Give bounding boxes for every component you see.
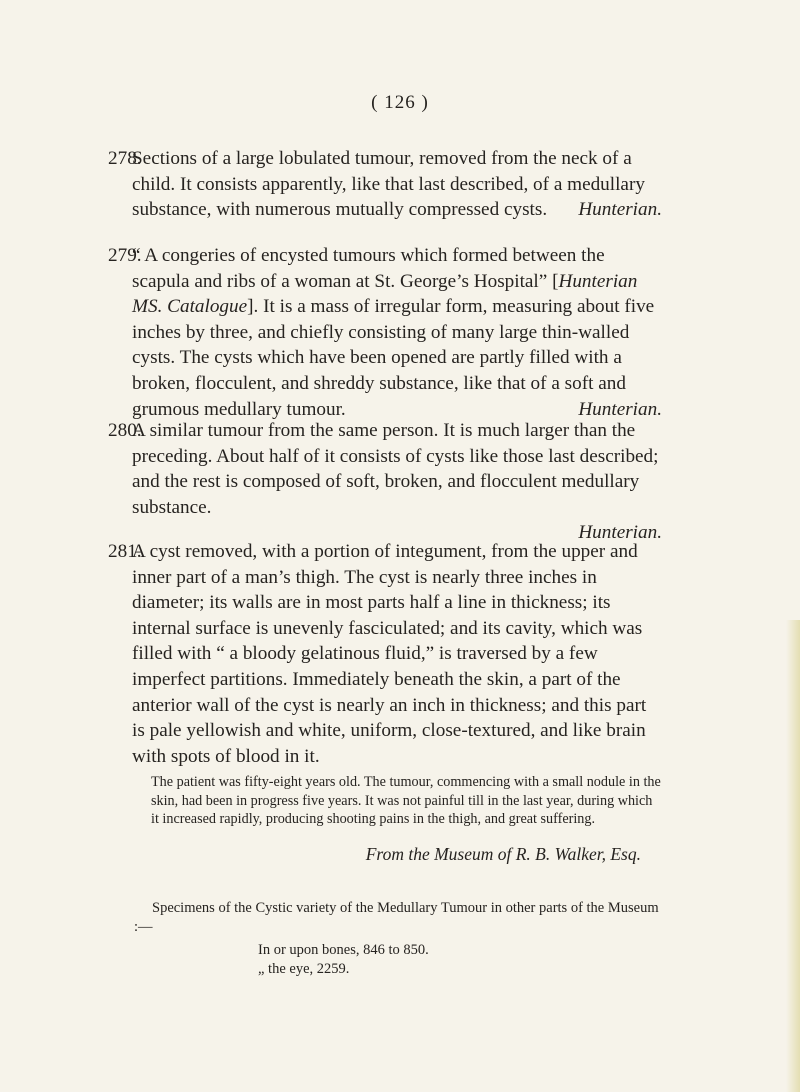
specimen-item: In or upon bones, 846 to 850. (258, 942, 429, 958)
entry-279 (108, 243, 662, 422)
entry-text: Sections of a large lobulated tumour, removed from the neck of a child. It consists apparently, like that last described, of a medullary substance, with numerous mutually compressed cysts. (132, 148, 645, 221)
page-number: ( 126 ) (371, 92, 429, 113)
entry-281 (108, 539, 662, 769)
entry-citation: Hunterian MS. Catalogue (132, 270, 638, 318)
case-note: The patient was fifty-eight years old. The tumour, commencing with a small nodule in the skin, had been in progress five years. It was not painful till in the last year, during which it increased rapidly, producing shooting pains in the thigh, and great suffering. (151, 774, 661, 827)
entry-source: Hunterian. (578, 199, 662, 221)
entry-number: 281. (108, 541, 142, 562)
specimen-item: „ the eye, 2259. (258, 961, 350, 977)
entry-text-continued: ]. It is a mass of irregular form, measuring about five inches by three, and chiefly consisting of many large thin-walled cysts. The cysts which have been opened are partly filled with a broken, flocculent, and shreddy substance, like that of a soft and grumous medullary tumour. (132, 296, 655, 420)
entry-number: 278. (108, 148, 142, 169)
entry-number: 280. (108, 420, 142, 441)
entry-source: Hunterian. (578, 522, 662, 544)
page-edge-stain (786, 620, 800, 1092)
entry-text: A cyst removed, with a portion of integument, from the upper and inner part of a man’s thigh. The cyst is nearly three inches in diameter; its walls are in most parts half a line in thickness; its internal surface is unevenly fasciculated; and its cavity, which was filled with “ a bloody gelatinous fluid,” is traversed by a few imperfect partitions. Immediately beneath the skin, a part of the anterior wall of the cyst is nearly an inch in thickness; and this part is pale yellowish and white, uniform, close-textured, and like brain with spots of blood in it. (132, 541, 647, 767)
entry-source: Hunterian. (578, 398, 662, 420)
entry-text: A similar tumour from the same person. It is much larger than the preceding. About half of it consists of cysts like those last described; and the rest is composed of soft, broken, and flocculent medullary substance. (132, 420, 659, 518)
entry-number: 279. (108, 245, 142, 266)
note-source: From the Museum of R. B. Walker, Esq. (365, 844, 641, 864)
entry-278 (108, 146, 662, 223)
specimens-intro: Specimens of the Cystic variety of the Medullary Tumour in other parts of the Museum :— (134, 900, 659, 935)
entry-280 (108, 418, 662, 546)
entry-text: “ A congeries of encysted tumours which formed between the scapula and ribs of a woman at St. George’s Hospital” [ (132, 245, 605, 292)
